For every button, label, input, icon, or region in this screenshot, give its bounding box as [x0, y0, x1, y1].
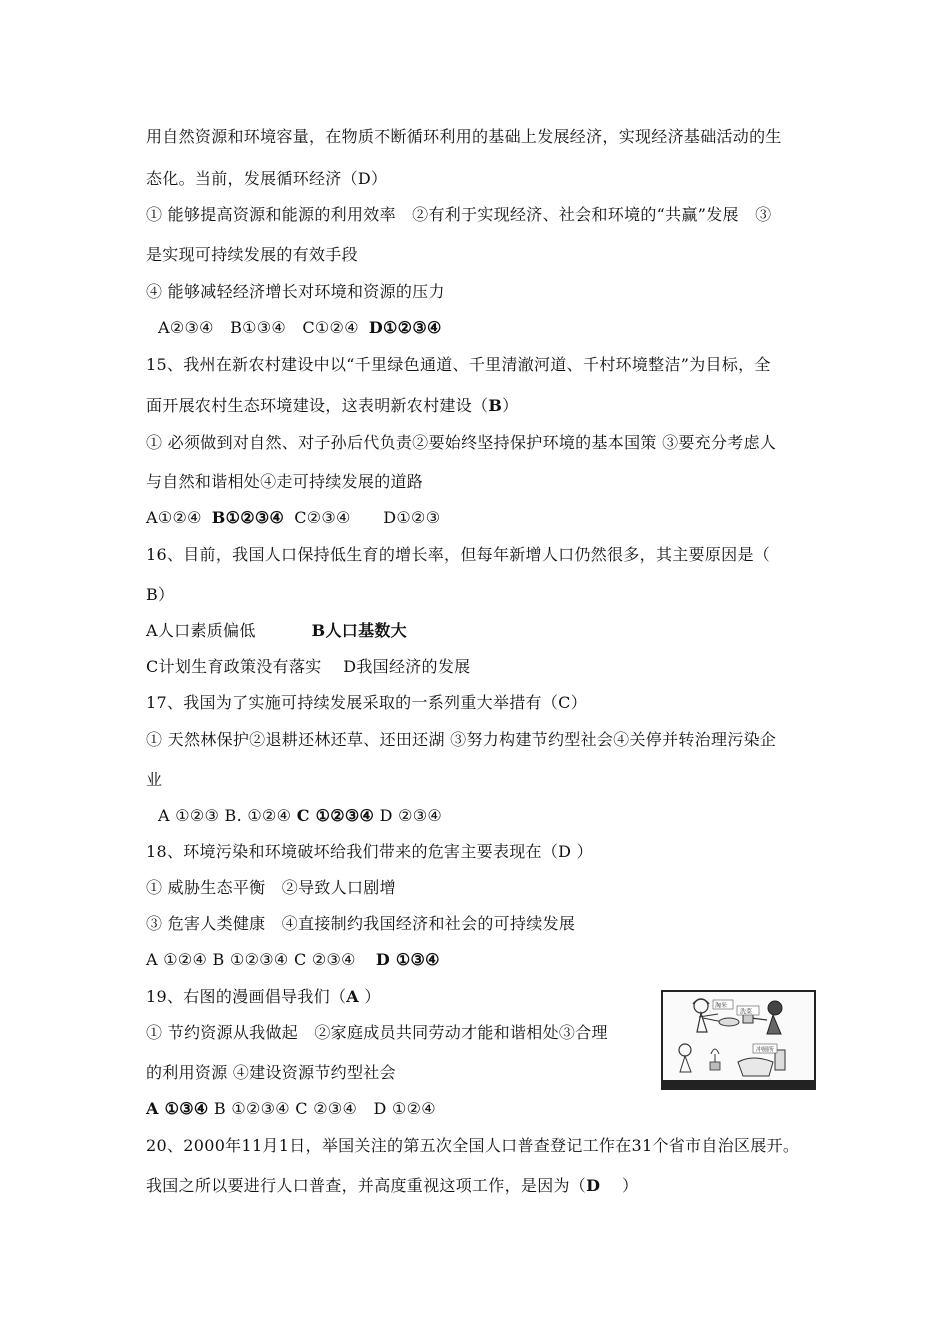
text-line: ① 能够提高资源和能源的利用效率 ②有利于实现经济、社会和环境的“共赢”发展 ③	[146, 205, 772, 224]
text-line: 与自然和谐相处④走可持续发展的道路	[146, 472, 424, 491]
cartoon-image	[661, 990, 816, 1090]
answer-options	[158, 806, 442, 826]
text-line: B）	[146, 585, 175, 604]
text-line: 态化。当前，发展循环经济（D）	[146, 169, 388, 188]
text-line: 业	[146, 770, 163, 789]
text-line	[146, 1176, 638, 1196]
text-line: 用自然资源和环境容量，在物质不断循环利用的基础上发展经济，实现经济基础活动的生	[146, 127, 782, 146]
text-line: ④ 能够减轻经济增长对环境和资源的压力	[146, 282, 445, 301]
question-17: 17、我国为了实施可持续发展采取的一系列重大举措有（C）	[146, 693, 588, 712]
answer-options	[146, 508, 440, 528]
text-line: ① 必须做到对自然、对子孙后代负责②要始终坚持保护环境的基本国策 ③要充分考虑人	[146, 433, 777, 452]
answer-letter: B	[488, 396, 503, 415]
answer-options	[146, 1099, 436, 1119]
question-20: 20、2000年11月1日，举国关注的第五次全国人口普查登记工作在31个省市自治区展开。	[146, 1136, 800, 1155]
question-16: 16、目前，我国人口保持低生育的增长率，但每年新增人口仍然很多，其主要原因是（	[146, 545, 771, 564]
correct-option: B①②③④	[211, 508, 285, 527]
text-line: ① 天然林保护②退耕还林还草、还田还湖 ③努力构建节约型社会④关停并转治理污染企	[146, 730, 777, 749]
question-15: 15、我州在新农村建设中以“千里绿色通道、千里清澈河道、千村环境整洁”为目标，全	[146, 355, 771, 374]
cartoon-drawing	[663, 992, 814, 1088]
answer-letter: D	[586, 1176, 601, 1195]
option-text: A ①②③ B. ①②④	[158, 806, 292, 825]
option-text: A人口素质偏低	[146, 621, 256, 640]
correct-option: D①②③④	[368, 318, 442, 337]
text-line: ① 威胁生态平衡 ②导致人口剧增	[146, 878, 396, 897]
text-line: 是实现可持续发展的有效手段	[146, 245, 358, 264]
text-segment: ）	[600, 1176, 639, 1195]
text-line: ① 节约资源从我做起 ②家庭成员共同劳动才能和谐相处③合理	[146, 1023, 608, 1042]
answer-options: C计划生育政策没有落实 D我国经济的发展	[146, 657, 471, 676]
text-segment: 面开展农村生态环境建设，这表明新农村建设（	[146, 396, 489, 415]
correct-option: A ①③④	[146, 1099, 209, 1118]
text-segment: 我国之所以要进行人口普查，并高度重视这项工作，是因为（	[146, 1176, 587, 1195]
text-line	[146, 396, 518, 416]
option-text: A②③④ B①③④ C①②④	[158, 318, 359, 337]
option-text: B ①②③④ C ②③④ D ①②④	[213, 1099, 436, 1118]
answer-options	[146, 621, 407, 641]
option-text: A①②④	[146, 508, 202, 527]
answer-letter: A	[346, 987, 359, 1006]
correct-option: C ①②③④	[296, 806, 375, 825]
answer-options	[146, 950, 440, 970]
cartoon-label: 冲厕所	[756, 1046, 775, 1054]
option-text: C②③④ D①②③	[294, 508, 441, 527]
cartoon-label: 淘米	[715, 1002, 728, 1010]
correct-option: D ①③④	[375, 950, 440, 969]
correct-option: B人口基数大	[311, 621, 407, 640]
text-line: ③ 危害人类健康 ④直接制约我国经济和社会的可持续发展	[146, 914, 576, 933]
text-segment: ）	[502, 396, 519, 415]
answer-options	[158, 318, 442, 338]
option-text: D ②③④	[379, 806, 443, 825]
text-segment: 19、右图的漫画倡导我们（	[146, 987, 347, 1006]
question-19	[146, 987, 381, 1007]
text-segment: ）	[358, 987, 381, 1006]
text-line: 的利用资源 ④建设资源节约型社会	[146, 1063, 396, 1082]
option-text: A ①②④ B ①②③④ C ②③④	[146, 950, 356, 969]
question-18: 18、环境污染和环境破坏给我们带来的危害主要表现在（D ）	[146, 842, 593, 861]
cartoon-label: 洗菜	[740, 1008, 753, 1016]
